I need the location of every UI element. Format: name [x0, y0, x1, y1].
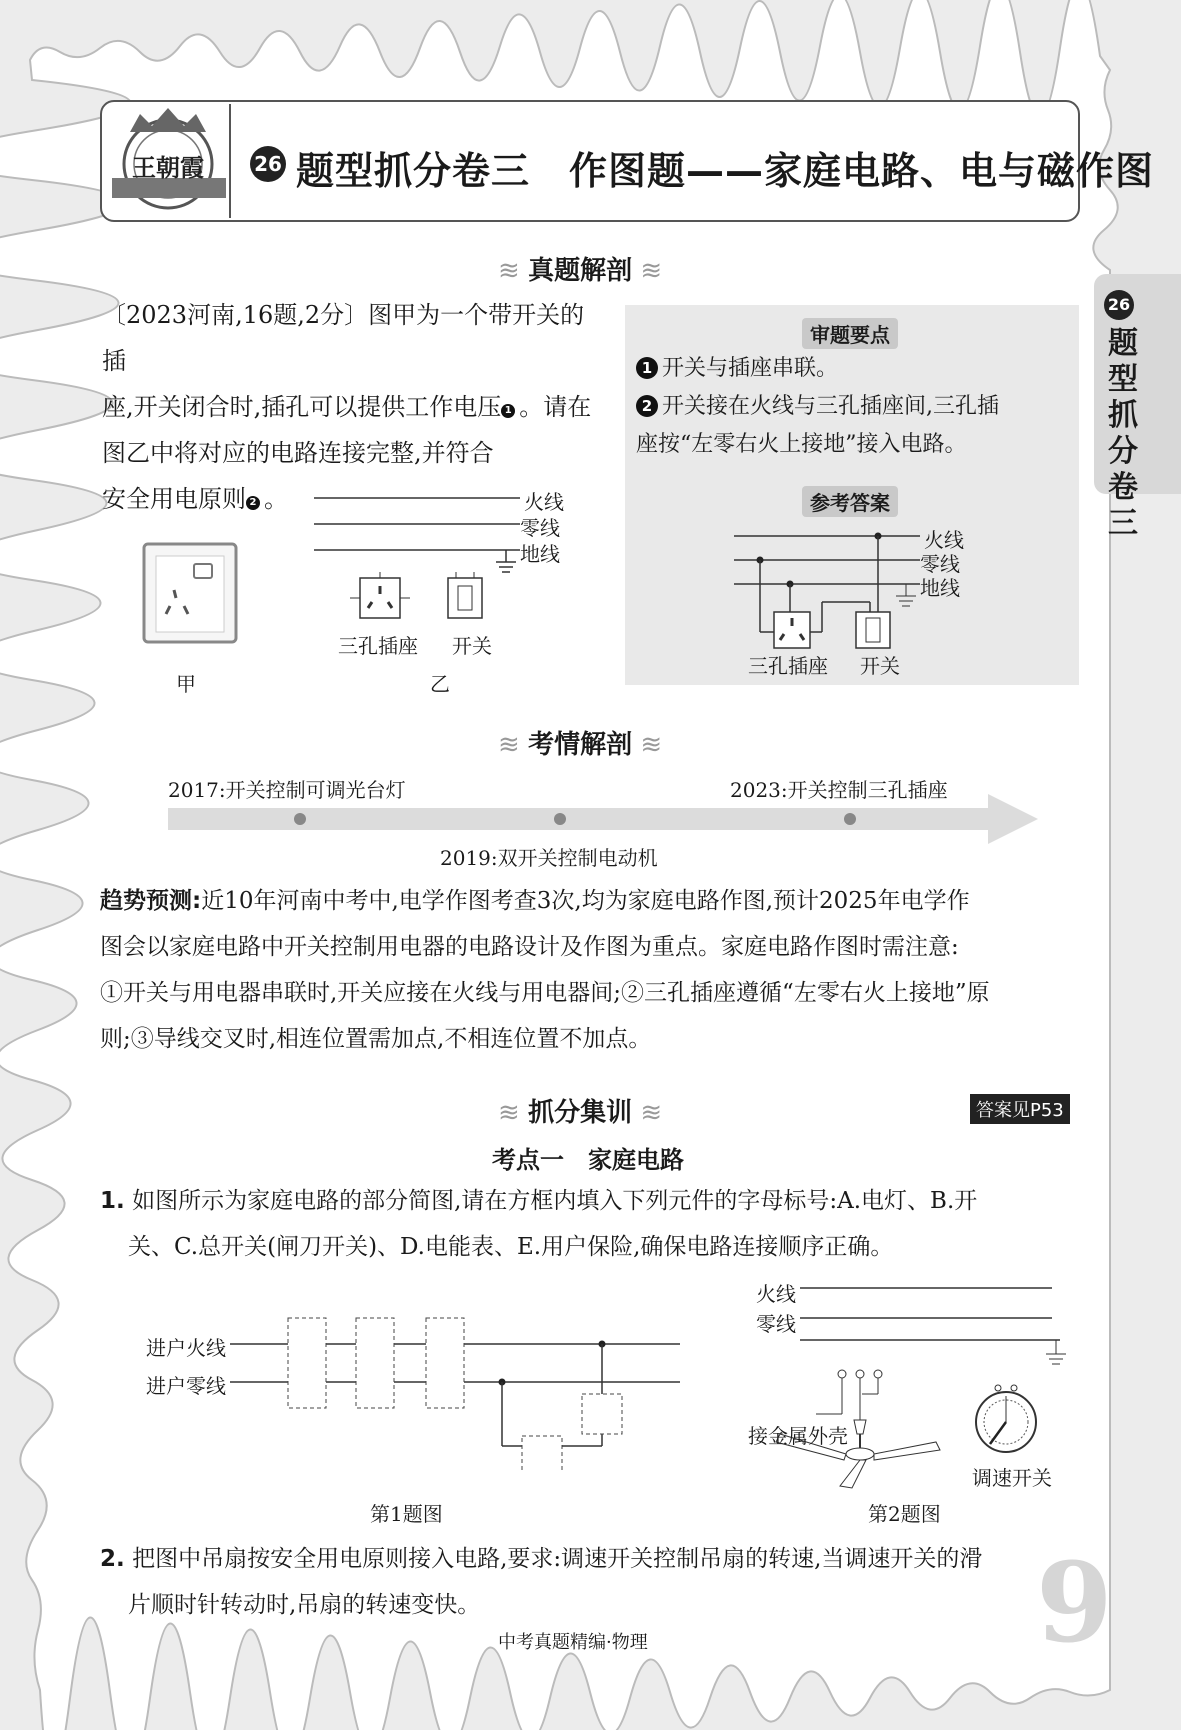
question-2-number: 2. — [100, 1546, 125, 1572]
section-title-zhuafen: ≋ 抓分集训 ≋ — [498, 1098, 663, 1128]
publisher-logo — [110, 104, 228, 218]
switch-label: 开关 — [452, 634, 492, 658]
question-1-line-1: 如图所示为家庭电路的部分简图,请在方框内填入下列元件的字母标号:A.电灯、B.开 — [132, 1188, 978, 1214]
footer-text: 中考真题精编·物理 — [498, 1632, 648, 1653]
section-title-kaoqing: ≋ 考情解剖 ≋ — [498, 730, 663, 760]
answer-socket-label: 三孔插座 — [748, 654, 828, 678]
review-points — [636, 350, 1076, 464]
fig-jia-label: 甲 — [176, 672, 196, 696]
question-1 — [100, 1178, 1090, 1270]
fig-yi-label: 乙 — [430, 672, 450, 696]
answer-wire-zero: 零线 — [920, 552, 960, 576]
trend-label: 趋势预测: — [100, 888, 202, 914]
socket-label: 三孔插座 — [338, 634, 418, 658]
answer-circuit — [730, 520, 930, 660]
question-line-4: 安全用电原则 $^2$ 。 — [102, 485, 288, 513]
question-2-line-2: 片顺时针转动时,吊扇的转速变快。 — [128, 1592, 481, 1618]
trend-line-2: 图会以家庭电路中开关控制用电器的电路设计及作图为重点。家庭电路作图时需注意: — [100, 934, 959, 960]
trend-paragraph — [100, 878, 1090, 1062]
fig2-label-metal-shell: 接金属外壳 — [748, 1424, 848, 1448]
page-title: 题型抓分卷三 作图题——家庭电路、电与磁作图 — [296, 149, 1155, 193]
header-divider — [229, 104, 231, 218]
wire-label-zero: 零线 — [520, 516, 560, 540]
logo-text: 王朝霞 — [132, 153, 204, 182]
fig2-label-speed-switch: 调速开关 — [972, 1466, 1052, 1490]
note-mark-1: 1 — [501, 404, 515, 418]
review-title: 审题要点 — [802, 318, 898, 349]
wire-label-fire: 火线 — [524, 490, 564, 514]
fig2-label-fire: 火线 — [756, 1282, 796, 1306]
question-line-3: 。请在图乙中将对应的电路连接完整,并符合 — [102, 393, 592, 467]
timeline-item-2023: 2023:开关控制三孔插座 — [730, 778, 948, 802]
page-number: 9 — [1036, 1538, 1113, 1667]
question-1-number: 1. — [100, 1188, 125, 1214]
fig2-label-zero: 零线 — [756, 1312, 796, 1336]
question-1-line-2: 关、C.总开关(闸刀开关)、D.电能表、E.用户保险,确保电路连接顺序正确。 — [128, 1234, 894, 1260]
timeline-item-2017: 2017:开关控制可调光台灯 — [168, 778, 406, 802]
topic-subtitle: 考点一 家庭电路 — [492, 1146, 684, 1174]
question-2 — [100, 1536, 1090, 1628]
question-line-2: 座,开关闭合时,插孔可以提供工作电压 $^1$ 。请在图乙中将对应的电路连接完整,并符合 — [102, 393, 592, 467]
side-tab-number: 26 — [1104, 290, 1134, 320]
fig1-caption: 第1题图 — [370, 1502, 443, 1526]
fig1-circuit — [230, 1310, 690, 1470]
wire-label-ground: 地线 — [520, 542, 560, 566]
answer-reference[interactable]: 答案见P53 — [970, 1094, 1070, 1124]
answer-wire-fire: 火线 — [924, 528, 964, 552]
question-line-1: 〔2023河南,16题,2分〕图甲为一个带开关的插 — [102, 301, 585, 375]
answer-title: 参考答案 — [802, 486, 898, 517]
side-tab-text: 题型抓分卷三 — [1108, 326, 1138, 541]
fig2-caption: 第2题图 — [868, 1502, 941, 1526]
review-point-3: 座按“左零右火上接地”接入电路。 — [636, 432, 967, 457]
answer-wire-ground: 地线 — [920, 576, 960, 600]
answer-switch-label: 开关 — [860, 654, 900, 678]
section-title-zhenti: ≋ 真题解剖 ≋ — [498, 256, 663, 286]
timeline-item-2019: 2019:双开关控制电动机 — [440, 846, 658, 870]
trend-line-1: 近10年河南中考中,电学作图考查3次,均为家庭电路作图,预计2025年电学作 — [201, 888, 970, 914]
trend-line-3: ①开关与用电器串联时,开关应接在火线与用电器间;②三孔插座遵循“左零右火上接地”原 — [100, 980, 990, 1006]
question-2-line-1: 把图中吊扇按安全用电原则接入电路,要求:调速开关控制吊扇的转速,当调速开关的滑 — [132, 1546, 983, 1572]
review-point-2: 2 开关接在火线与三孔插座间,三孔插 — [636, 388, 1076, 426]
timeline-arrow — [168, 794, 1040, 844]
socket-photo — [140, 540, 240, 650]
header-badge: 26 — [250, 146, 286, 182]
trend-line-4: 则;③导线交叉时,相连位置需加点,不相连位置不加点。 — [100, 1026, 652, 1052]
review-point-1: 1 开关与插座串联。 — [636, 350, 1076, 388]
fig1-label-zero: 进户零线 — [146, 1374, 226, 1398]
fig1-label-fire: 进户火线 — [146, 1336, 226, 1360]
fig2-fan-circuit — [740, 1274, 1080, 1494]
note-mark-2: 2 — [246, 496, 260, 510]
